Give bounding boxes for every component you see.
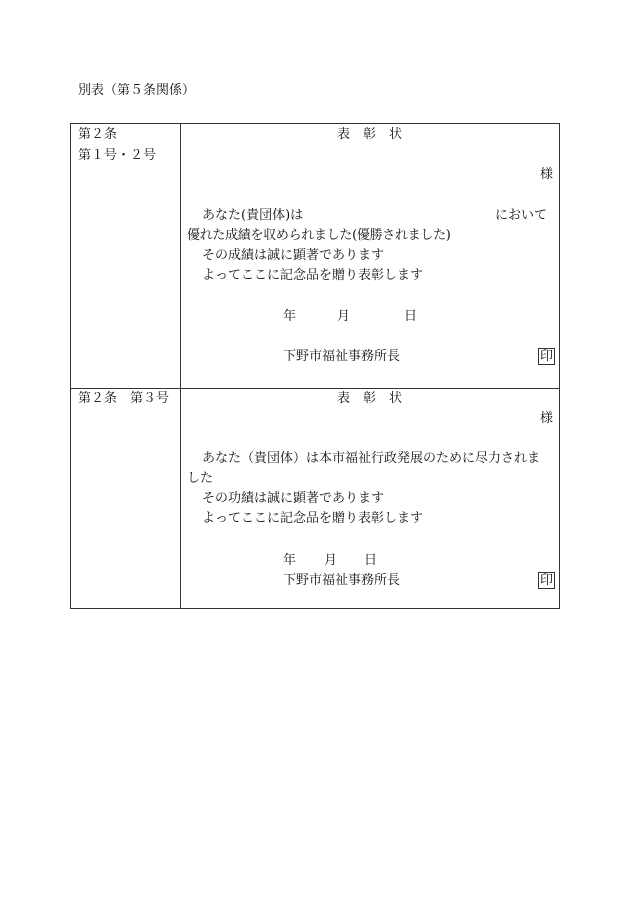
- section2-month: 月: [324, 553, 338, 568]
- section1-line2: 優れた成績を収められました(優勝されました): [187, 228, 451, 243]
- section1-line3: その成績は誠に顕著であります: [202, 248, 385, 263]
- section1-line1-end: において: [495, 208, 548, 223]
- appendix-heading: 別表（第５条関係）: [78, 83, 196, 98]
- section1-article: 第２条: [78, 127, 118, 142]
- award-table: [70, 123, 560, 609]
- section2-year: 年: [283, 553, 297, 568]
- section2-line4: よってここに記念品を贈り表彰します: [202, 511, 424, 526]
- column-divider: [180, 124, 181, 608]
- section2-label: 第２条 第３号: [78, 391, 170, 406]
- row-divider: [71, 388, 559, 389]
- section2-signer: 下野市福祉事務所長: [283, 573, 401, 588]
- section2-title: 表 彰 状: [337, 391, 403, 406]
- section1-month: 月: [337, 309, 351, 324]
- section1-year: 年: [283, 309, 297, 324]
- section2-honorific: 様: [540, 411, 554, 426]
- section1-items: 第１号・２号: [78, 148, 157, 163]
- section1-signer: 下野市福祉事務所長: [283, 349, 401, 364]
- section2-line2: した: [187, 471, 214, 486]
- section1-line4: よってここに記念品を贈り表彰します: [202, 268, 424, 283]
- section1-day: 日: [404, 309, 418, 324]
- section1-line1-start: あなた(貴団体)は: [202, 208, 304, 223]
- section1-seal-stamp: 印: [540, 349, 554, 364]
- section1-title: 表 彰 状: [337, 127, 403, 142]
- section1-honorific: 様: [540, 167, 554, 182]
- section2-day: 日: [364, 553, 378, 568]
- section2-seal-stamp: 印: [540, 573, 554, 588]
- section2-line1: あなた（貴団体）は本市福祉行政発展のために尽力されま: [202, 451, 541, 466]
- section2-line3: その功績は誠に顕著であります: [202, 491, 385, 506]
